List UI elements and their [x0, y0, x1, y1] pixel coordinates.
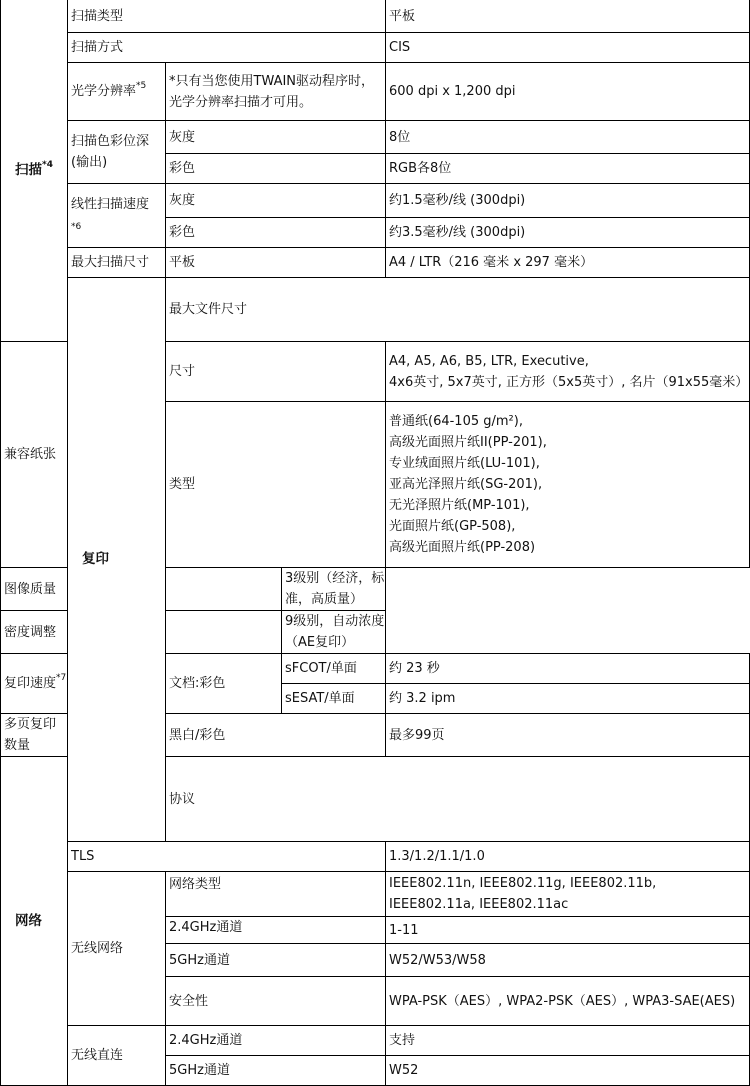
- table-row: [1, 63, 750, 121]
- color-depth-label: 扫描色彩位深(输出): [68, 121, 166, 184]
- table-row: [1, 872, 750, 917]
- security-label: 安全性: [166, 977, 386, 1026]
- table-row: [1, 611, 750, 654]
- direct-ch5-value: W52: [386, 1056, 750, 1086]
- table-row: [1, 0, 750, 33]
- max-scan-size-sub: 平板: [166, 248, 386, 278]
- table-row: [1, 1026, 750, 1056]
- scan-type-label: 扫描类型: [68, 0, 386, 33]
- ch24-value: 1-11: [386, 917, 750, 944]
- max-scan-size-label: 最大扫描尺寸: [68, 248, 166, 278]
- line-speed-color-value: 约3.5毫秒/线 (300dpi): [386, 218, 750, 248]
- section-copy: 复印: [68, 278, 166, 842]
- tls-label: TLS: [68, 842, 386, 872]
- max-doc-size-label: 最大文件尺寸: [166, 278, 750, 342]
- scan-type-value: 平板: [386, 0, 750, 33]
- footnote-ref: *7: [56, 672, 67, 683]
- ch5-value: W52/W53/W58: [386, 944, 750, 977]
- paper-type-label: 类型: [166, 402, 386, 568]
- wireless-direct-label: 无线直连: [68, 1026, 166, 1086]
- footnote-ref: *5: [136, 80, 147, 91]
- net-type-label: 网络类型: [166, 872, 386, 917]
- table-row: [1, 568, 750, 611]
- multi-copy-label: 多页复印数量: [1, 714, 68, 757]
- footnote-ref: *6: [71, 221, 82, 232]
- optical-resolution-condition: *只有当您使用TWAIN驱动程序时，光学分辨率扫描才可用。: [166, 63, 386, 121]
- scan-method-label: 扫描方式: [68, 33, 386, 63]
- copy-speed-label: 复印速度: [4, 676, 57, 691]
- paper-label: 兼容纸张: [1, 342, 68, 568]
- table-row: [1, 184, 750, 218]
- wireless-label: 无线网络: [68, 872, 166, 1026]
- section-scan: [1, 0, 68, 342]
- direct-ch24-label: 2.4GHz通道: [166, 1026, 386, 1056]
- paper-size-value: A4, A5, A6, B5, LTR, Executive, 4x6英寸, 5x7英寸, 正方形（5x5英寸）, 名片（91x55毫米）: [386, 342, 750, 402]
- direct-ch24-value: 支持: [386, 1026, 750, 1056]
- sfcot-label: sFCOT/单面: [282, 654, 386, 684]
- multi-copy-value: 最多99页: [386, 714, 750, 757]
- net-type-value: IEEE802.11n, IEEE802.11g, IEEE802.11b, IEEE802.11a, IEEE802.11ac: [386, 872, 750, 917]
- direct-ch5-label: 5GHz通道: [166, 1056, 386, 1086]
- color-depth-color-label: 彩色: [166, 154, 386, 184]
- color-depth-gray-value: 8位: [386, 121, 750, 154]
- line-speed-gray-value: 约1.5毫秒/线 (300dpi): [386, 184, 750, 218]
- copy-speed-cell: [1, 654, 68, 714]
- sesat-label: sESAT/单面: [282, 684, 386, 714]
- paper-size-label: 尺寸: [166, 342, 386, 402]
- ch24-label: 2.4GHz通道: [166, 917, 386, 944]
- section-network: 网络: [1, 757, 68, 1086]
- multi-copy-sub: 黑白/彩色: [166, 714, 386, 757]
- image-quality-value: 3级别（经济，标准，高质量）: [282, 568, 386, 611]
- optical-resolution-value: 600 dpi x 1,200 dpi: [386, 63, 750, 121]
- optical-resolution-cell: [68, 63, 166, 121]
- tls-value: 1.3/1.2/1.1/1.0: [386, 842, 750, 872]
- image-quality-label: 图像质量: [1, 568, 282, 611]
- scan-method-value: CIS: [386, 33, 750, 63]
- table-row: [1, 278, 750, 342]
- sfcot-value: 约 23 秒: [386, 654, 750, 684]
- section-scan-label: 扫描: [15, 162, 42, 178]
- protocol-label: 协议: [166, 757, 750, 842]
- sesat-value: 约 3.2 ipm: [386, 684, 750, 714]
- line-speed-color-label: 彩色: [166, 218, 386, 248]
- copy-speed-doc-label: 文档:彩色: [166, 654, 282, 714]
- table-row: [1, 248, 750, 278]
- max-scan-size-value: A4 / LTR（216 毫米 x 297 毫米）: [386, 248, 750, 278]
- table-row: [1, 121, 750, 154]
- paper-type-value: 普通纸(64-105 g/m²), 高级光面照片纸II(PP-201), 专业绒面照片纸(LU-101), 亚高光泽照片纸(SG-201), 无光泽照片纸(MP-101), 光面照片纸(GP-508), 高级光面照片纸(PP-208): [386, 402, 750, 568]
- color-depth-color-value: RGB各8位: [386, 154, 750, 184]
- footnote-ref: *4: [42, 159, 53, 170]
- line-scan-speed-cell: [68, 184, 166, 248]
- table-row: [1, 842, 750, 872]
- table-row: [1, 33, 750, 63]
- density-label: 密度调整: [1, 611, 282, 654]
- line-speed-gray-label: 灰度: [166, 184, 386, 218]
- security-value: WPA-PSK（AES）, WPA2-PSK（AES）, WPA3-SAE(AES): [386, 977, 750, 1026]
- color-depth-gray-label: 灰度: [166, 121, 386, 154]
- ch5-label: 5GHz通道: [166, 944, 386, 977]
- line-scan-speed-label: 线性扫描速度: [71, 196, 150, 212]
- density-value: 9级别，自动浓度（AE复印）: [282, 611, 386, 654]
- optical-resolution-label: 光学分辨率: [71, 84, 137, 99]
